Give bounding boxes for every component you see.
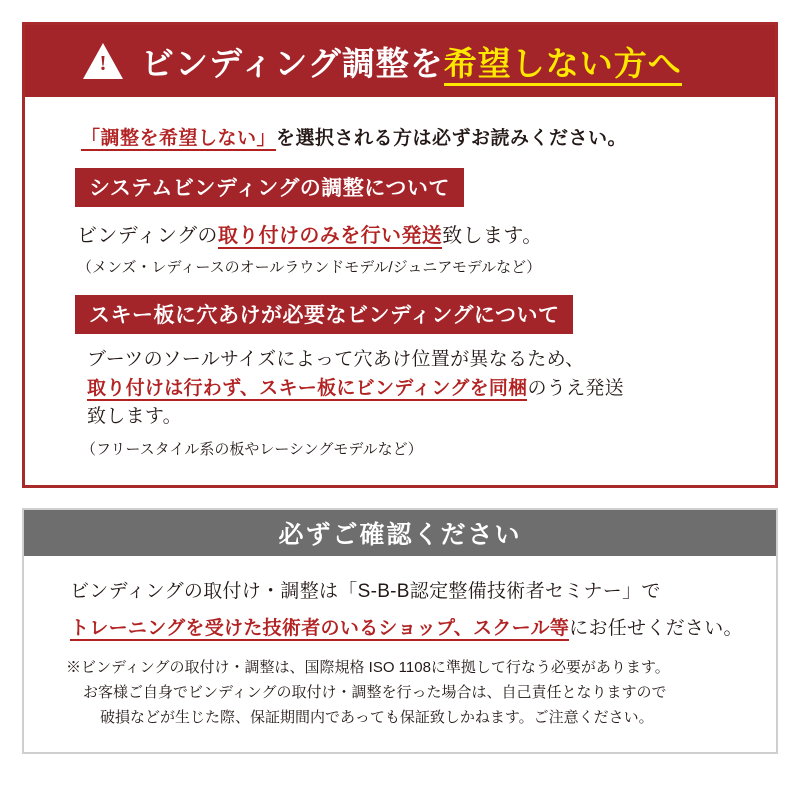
section-2-line-2-emphasis: 取り付けは行わず、スキー板にビンディングを同梱 — [87, 377, 528, 399]
binding-adjustment-notice-panel — [22, 22, 778, 488]
confirm-line-1: ビンディングの取付け・調整は「S-B-B認定整備技術者セミナー」で — [70, 581, 661, 602]
confirm-line-2-post: にお任せください。 — [569, 618, 743, 639]
section-1-body-post: 致します。 — [442, 225, 543, 247]
section-2-line-3: 致します。 — [87, 406, 182, 427]
section-2-note: （フリースタイル系の板やレーシングモデルなど） — [81, 440, 423, 458]
notice-header-title-plain: ビンディング調整を — [141, 44, 444, 82]
section-1-body-pre: ビンディングの — [77, 225, 218, 247]
section-2-body — [87, 346, 749, 432]
notice-header-title — [141, 38, 682, 85]
notice-body — [25, 97, 775, 485]
section-heading-system-binding: システムビンディングの調整について — [75, 168, 464, 207]
section-1-body — [77, 219, 749, 248]
section-1-note: （メンズ・レディースのオールラウンドモデル/ジュニアモデルなど） — [77, 259, 542, 276]
notice-lead-underlined: 「調整を希望しない」 — [81, 128, 277, 149]
confirm-body — [24, 556, 776, 752]
confirm-fineprint — [66, 656, 748, 730]
confirm-line-2 — [70, 613, 748, 640]
section-1-body-emphasis: 取り付けのみを行い発送 — [217, 225, 443, 247]
notice-lead-rest: を選択される方は必ずお読みください。 — [276, 128, 628, 149]
confirm-header-title: 必ずご確認ください — [278, 521, 522, 549]
section-heading-drilling-required: スキー板に穴あけが必要なビンディングについて — [75, 295, 573, 334]
notice-header-title-highlight: 希望しない方へ — [444, 45, 682, 86]
notice-header-banner — [25, 25, 775, 97]
please-confirm-panel — [22, 508, 778, 754]
confirm-fineprint-line-3: 破損などが生じた際、保証期間内であっても保証致しかねます。ご注意ください。 — [100, 708, 654, 726]
section-2-line-2-post: のうえ発送 — [527, 377, 624, 399]
confirm-fineprint-line-1: ※ビンディングの取付け・調整は、国際規格 ISO 1108に準拠して行なう必要があります。 — [66, 659, 670, 676]
notice-lead-text — [81, 123, 749, 150]
confirm-fineprint-line-2: お客様ご自身でビンディングの取付け・調整を行った場合は、自己責任となりますので — [83, 683, 667, 701]
warning-triangle-icon: ! — [83, 43, 123, 79]
section-2-line-1: ブーツのソールサイズによって穴あけ位置が異なるため、 — [87, 349, 585, 370]
confirm-header-bar — [24, 510, 776, 556]
confirm-line-2-emphasis: トレーニングを受けた技術者のいるショップ、スクール等 — [70, 618, 570, 639]
